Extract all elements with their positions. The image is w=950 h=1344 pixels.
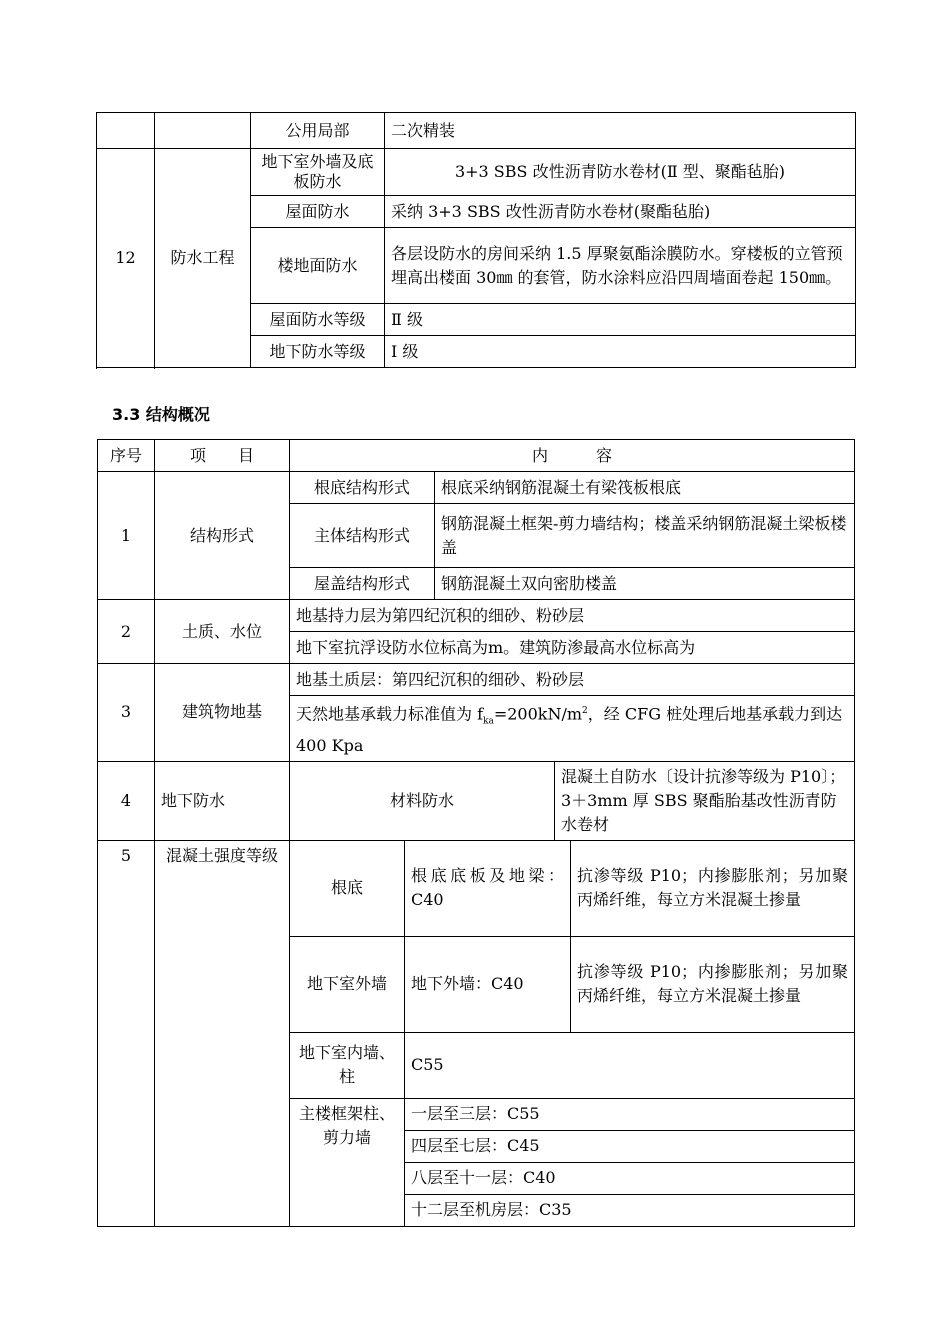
empty-cell <box>97 113 155 149</box>
sub-label: 地下室内墙、柱 <box>290 1032 405 1098</box>
waterproof-table <box>96 112 856 368</box>
sub-content: 混凝土自防水〔设计抗渗等级为 P10〕；3＋3mm 厚 SBS 聚酯胎基改性沥青防水卷材 <box>555 761 855 840</box>
content-cell: 各层设防水的房间采纳 1.5 厚聚氨酯涂膜防水。穿楼板的立管预埋高出楼面 30㎜ 的套管，防水涂料应沿四周墙面卷起 150㎜。 <box>385 228 856 304</box>
part-cell: 地下防水等级 <box>251 336 385 368</box>
row-item: 混凝土强度等级 <box>155 840 290 1226</box>
row-item: 结构形式 <box>155 472 290 600</box>
sub-label: 材料防水 <box>290 761 555 840</box>
bearing-capacity-cell <box>290 696 855 762</box>
row-number: 1 <box>98 472 155 600</box>
header-no: 序号 <box>98 440 155 472</box>
row-number: 3 <box>98 664 155 762</box>
bearing-text-mid: =200kN/m <box>493 704 583 724</box>
sub-content: 钢筋混凝土框架-剪力墙结构；楼盖采纳钢筋混凝土梁板楼盖 <box>435 504 855 568</box>
sub-content: 八层至十一层：C40 <box>405 1162 855 1194</box>
row-item: 建筑物地基 <box>155 664 290 762</box>
content-cell: 二次精装 <box>385 113 856 149</box>
sub-content: 抗渗等级 P10；内掺膨胀剂；另加聚丙烯纤维，每立方米混凝土掺量 <box>571 840 855 936</box>
content-cell: 3+3 SBS 改性沥青防水卷材(Ⅱ 型、聚酯毡胎) <box>385 149 856 196</box>
sub-content: 地下室抗浮设防水位标高为m。建筑防渗最高水位标高为 <box>290 632 855 664</box>
row-number: 2 <box>98 600 155 664</box>
sub-label: 主楼框架柱、剪力墙 <box>290 1098 405 1226</box>
sub-label: 主体结构形式 <box>290 504 435 568</box>
part-cell: 地下室外墙及底板防水 <box>251 149 385 196</box>
sub-content: 地基持力层为第四纪沉积的细砂、粉砂层 <box>290 600 855 632</box>
part-cell: 公用局部 <box>251 113 385 149</box>
header-item: 项 目 <box>155 440 290 472</box>
content-cell: Ⅰ 级 <box>385 336 856 368</box>
structure-table <box>97 439 855 1227</box>
item-number: 12 <box>97 149 155 368</box>
sub-content: 四层至七层：C45 <box>405 1130 855 1162</box>
bearing-text-pre: 天然地基承载力标准值为 f <box>296 704 484 724</box>
sub-label: 根底结构形式 <box>290 472 435 504</box>
part-cell: 屋面防水等级 <box>251 304 385 336</box>
bearing-text-post: ，经 CFG 桩处理后地基承载力到达 400 Kpa <box>296 704 843 755</box>
part-cell: 楼地面防水 <box>251 228 385 304</box>
bearing-superscript: 2 <box>582 706 588 716</box>
bearing-subscript: ka <box>483 716 494 727</box>
sub-content: 一层至三层：C55 <box>405 1098 855 1130</box>
part-cell: 屋面防水 <box>251 196 385 228</box>
content-cell: Ⅱ 级 <box>385 304 856 336</box>
content-cell: 采纳 3+3 SBS 改性沥青防水卷材(聚酯毡胎) <box>385 196 856 228</box>
section-heading: 3.3 结构概况 <box>112 405 210 424</box>
sub-content: 抗渗等级 P10；内掺膨胀剂；另加聚丙烯纤维，每立方米混凝土掺量 <box>571 936 855 1032</box>
sub-content: 钢筋混凝土双向密肋楼盖 <box>435 568 855 600</box>
sub-content: C55 <box>405 1032 855 1098</box>
header-content: 内 容 <box>290 440 855 472</box>
item-name: 防水工程 <box>155 149 251 368</box>
sub-label: 地下室外墙 <box>290 936 405 1032</box>
sub-mid: 地下外墙：C40 <box>405 936 571 1032</box>
row-item: 土质、水位 <box>155 600 290 664</box>
sub-label: 屋盖结构形式 <box>290 568 435 600</box>
sub-content: 十二层至机房层：C35 <box>405 1194 855 1226</box>
sub-label: 根底 <box>290 840 405 936</box>
row-item: 地下防水 <box>155 761 290 840</box>
sub-content: 地基土质层：第四纪沉积的细砂、粉砂层 <box>290 664 855 696</box>
sub-mid: 根底底板及地梁：C40 <box>405 840 571 936</box>
empty-cell <box>155 113 251 149</box>
row-number: 5 <box>98 840 155 1226</box>
sub-content: 根底采纳钢筋混凝土有梁筏板根底 <box>435 472 855 504</box>
row-number: 4 <box>98 761 155 840</box>
